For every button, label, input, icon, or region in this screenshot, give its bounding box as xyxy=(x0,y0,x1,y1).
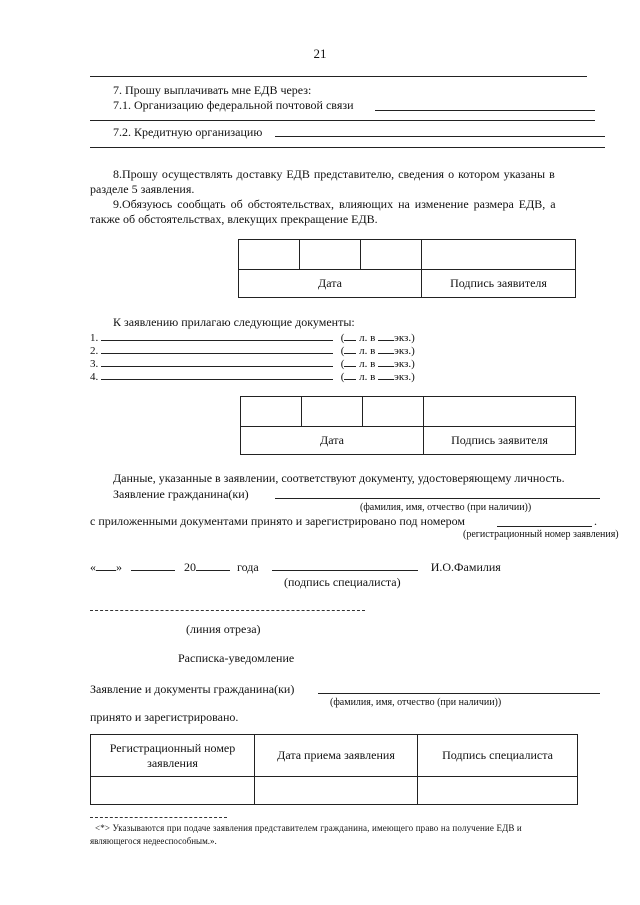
month-input[interactable] xyxy=(131,559,175,571)
copies-input[interactable] xyxy=(378,329,394,341)
copies-input[interactable] xyxy=(378,368,394,380)
specialist-name: И.О.Фамилия xyxy=(430,560,501,574)
section-7-1-label: 7.1. Организацию федеральной почтовой связи xyxy=(113,98,354,112)
section-7-title: 7. Прошу выплачивать мне ЕДВ через: xyxy=(113,83,312,97)
credit-org-input[interactable] xyxy=(275,136,605,137)
signature-label: Подпись заявителя xyxy=(424,427,576,455)
reg-number-input[interactable] xyxy=(497,526,592,527)
receipt-signature-cell[interactable] xyxy=(418,777,578,805)
section-7-2-label: 7.2. Кредитную организацию xyxy=(113,125,263,139)
specialist-signature-hint: (подпись специалиста) xyxy=(284,575,401,589)
attachment-name-input[interactable] xyxy=(101,355,333,367)
attachment-row: 1. ( л. в экз.) xyxy=(90,329,415,344)
copies-input[interactable] xyxy=(378,355,394,367)
receipt-reg-number-cell[interactable] xyxy=(91,777,255,805)
signature-label: Подпись заявителя xyxy=(422,270,576,298)
receipt-col-date: Дата приема заявления xyxy=(255,735,418,777)
receipt-table xyxy=(90,734,578,805)
footnote-line1: <*> Указываются при подаче заявления представителем гражданина, имеющего право на получение ЕДВ и xyxy=(95,823,522,833)
sheets-input[interactable] xyxy=(344,368,356,380)
citizen-name-input[interactable] xyxy=(275,498,600,499)
signature-table-2 xyxy=(240,396,576,455)
attachments-intro: К заявлению прилагаю следующие документы: xyxy=(113,315,355,329)
cut-line xyxy=(90,610,365,611)
page-number: 21 xyxy=(313,46,327,61)
receipt-accepted: принято и зарегистрировано. xyxy=(90,710,239,724)
signature-cell[interactable] xyxy=(422,240,576,270)
footnote-separator xyxy=(90,817,227,818)
para-8-line1: 8.Прошу осуществлять доставку ЕДВ представителю, сведения о котором указаны в xyxy=(113,167,555,181)
citizen-label: Заявление гражданина(ки) xyxy=(113,487,249,501)
sheets-input[interactable] xyxy=(344,342,356,354)
sheets-input[interactable] xyxy=(344,355,356,367)
verify-statement: Данные, указанные в заявлении, соответствуют документу, удостоверяющему личность. xyxy=(113,471,565,485)
registered-text: с приложенными документами принято и зарегистрировано под номером xyxy=(90,514,466,528)
date-cell-month[interactable] xyxy=(300,240,361,270)
specialist-signature-input[interactable] xyxy=(272,559,418,571)
date-cell-year[interactable] xyxy=(363,397,424,427)
para-9-line1: 9.Обязуюсь сообщать об обстоятельствах, влияющих на изменение размера ЕДВ, а xyxy=(113,197,556,211)
year-input[interactable] xyxy=(196,559,230,571)
para-9-line2: также об обстоятельствах, влекущих прекращение ЕДВ. xyxy=(90,212,378,226)
date-label: Дата xyxy=(241,427,424,455)
copies-input[interactable] xyxy=(378,342,394,354)
para-8-line2: разделе 5 заявления. xyxy=(90,182,195,196)
attachment-row: 2. ( л. в экз.) xyxy=(90,342,415,357)
receipt-citizen-input[interactable] xyxy=(318,693,600,694)
receipt-col-reg-number: Регистрационный номер заявления xyxy=(91,735,255,777)
sheets-input[interactable] xyxy=(344,329,356,341)
attachment-name-input[interactable] xyxy=(101,342,333,354)
date-cell-day[interactable] xyxy=(239,240,300,270)
date-cell-day[interactable] xyxy=(241,397,302,427)
postal-org-input[interactable] xyxy=(375,110,595,111)
date-cell-month[interactable] xyxy=(302,397,363,427)
attachment-row: 4. ( л. в экз.) xyxy=(90,368,415,383)
footnote-line2: являющегося недееспособным.». xyxy=(90,836,217,846)
attachment-name-input[interactable] xyxy=(101,329,333,341)
attachment-name-input[interactable] xyxy=(101,368,333,380)
day-input[interactable] xyxy=(96,559,116,571)
reg-number-hint: (регистрационный номер заявления) xyxy=(463,529,619,540)
attachment-row: 3. ( л. в экз.) xyxy=(90,355,415,370)
receipt-title: Расписка-уведомление xyxy=(178,651,295,665)
citizen-hint: (фамилия, имя, отчество (при наличии)) xyxy=(360,502,532,513)
date-signature-line: « » 20 года И.О.Фамилия xyxy=(90,560,501,574)
cut-line-label: (линия отреза) xyxy=(186,622,261,636)
signature-table-1 xyxy=(238,239,576,298)
receipt-date-cell[interactable] xyxy=(255,777,418,805)
receipt-col-signature: Подпись специалиста xyxy=(418,735,578,777)
date-label: Дата xyxy=(239,270,422,298)
receipt-hint: (фамилия, имя, отчество (при наличии)) xyxy=(330,697,502,708)
signature-cell[interactable] xyxy=(424,397,576,427)
receipt-label: Заявление и документы гражданина(ки) xyxy=(90,682,295,696)
date-cell-year[interactable] xyxy=(361,240,422,270)
